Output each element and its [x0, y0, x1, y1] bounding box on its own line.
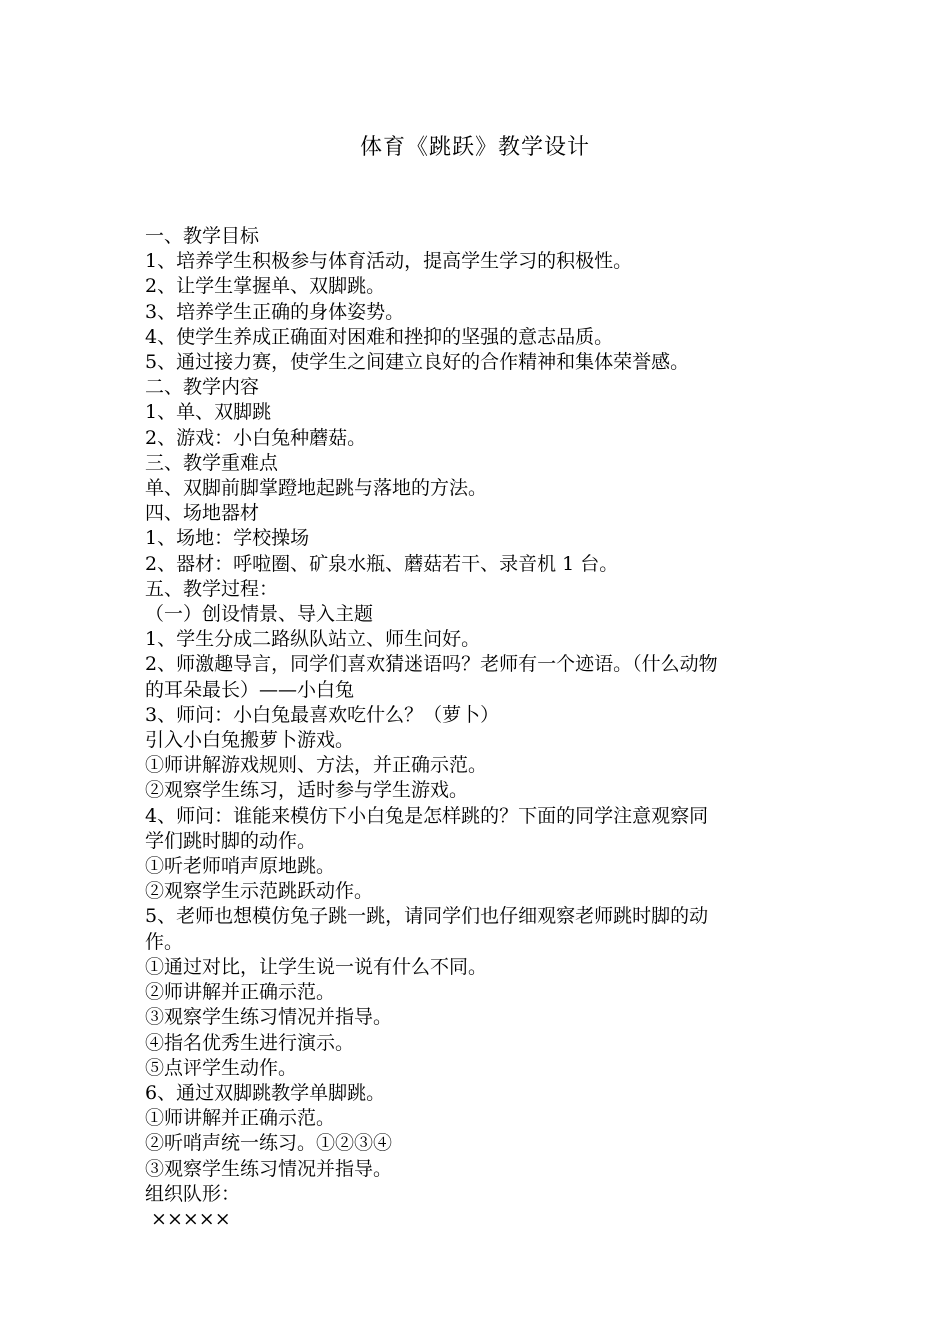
text-line: ①师讲解游戏规则、方法，并正确示范。	[145, 754, 488, 777]
text-line: 3、培养学生正确的身体姿势。	[145, 300, 405, 323]
text-line: ②听哨声统一练习。①②③④	[145, 1132, 393, 1155]
text-line: 2、器材：呼啦圈、矿泉水瓶、蘑菇若干、录音机 1 台。	[145, 552, 619, 575]
text-line: ①通过对比，让学生说一说有什么不同。	[145, 955, 488, 978]
text-line: ②师讲解并正确示范。	[145, 981, 336, 1004]
text-line: 2、让学生掌握单、双脚跳。	[145, 275, 386, 298]
text-line: 一、教学目标	[145, 225, 260, 247]
text-line: 5、老师也想模仿兔子跳一跳，请同学们也仔细观察老师跳时脚的动	[145, 905, 709, 928]
text-line: 5、通过接力赛，使学生之间建立良好的合作精神和集体荣誉感。	[145, 351, 690, 374]
text-line: 2、师激趣导言，同学们喜欢猜迷语吗？老师有一个迹语。（什么动物	[145, 653, 718, 676]
text-line: 1、学生分成二路纵队站立、师生问好。	[145, 628, 481, 651]
text-line: ④指名优秀生进行演示。	[145, 1031, 355, 1054]
text-line: ×××××	[145, 1207, 231, 1230]
text-line: ①师讲解并正确示范。	[145, 1107, 336, 1130]
text-line: 4、师问：谁能来模仿下小白兔是怎样跳的？下面的同学注意观察同	[145, 804, 709, 827]
text-line: 二、教学内容	[145, 376, 260, 399]
text-line: ⑤点评学生动作。	[145, 1056, 298, 1079]
document-title: 体育《跳跃》教学设计	[359, 135, 590, 160]
text-line: 4、使学生养成正确面对困难和挫抑的坚强的意志品质。	[145, 325, 614, 348]
text-line: 1、单、双脚跳	[145, 401, 272, 424]
document-body	[145, 224, 810, 1232]
text-line: 四、场地器材	[145, 502, 260, 525]
text-line: 组织队形：	[145, 1182, 241, 1205]
text-line: ③观察学生练习情况并指导。	[145, 1006, 393, 1029]
text-line: 2、游戏：小白兔种蘑菇。	[145, 426, 367, 449]
text-line: ②观察学生练习，适时参与学生游戏。	[145, 779, 469, 802]
text-line: 三、教学重难点	[145, 451, 279, 474]
text-line: 学们跳时脚的动作。	[145, 829, 317, 852]
text-line: 1、场地：学校操场	[145, 527, 310, 550]
text-line: 引入小白兔搬萝卜游戏。	[145, 729, 355, 752]
text-line: 3、师问：小白兔最喜欢吃什么？（萝卜）	[145, 703, 500, 726]
text-line: ②观察学生示范跳跃动作。	[145, 880, 374, 903]
text-line: ③观察学生练习情况并指导。	[145, 1157, 393, 1180]
text-line: 的耳朵最长）——小白兔	[145, 678, 355, 701]
text-line: 五、教学过程：	[145, 577, 279, 600]
text-line: （一）创设情景、导入主题	[145, 603, 374, 626]
text-line: 作。	[145, 930, 184, 953]
text-line: ①听老师哨声原地跳。	[145, 855, 336, 878]
text-line: 单、双脚前脚掌蹬地起跳与落地的方法。	[145, 477, 488, 500]
text-line: 1、培养学生积极参与体育活动，提高学生学习的积极性。	[145, 250, 633, 273]
text-line: 6、通过双脚跳教学单脚跳。	[145, 1081, 386, 1104]
